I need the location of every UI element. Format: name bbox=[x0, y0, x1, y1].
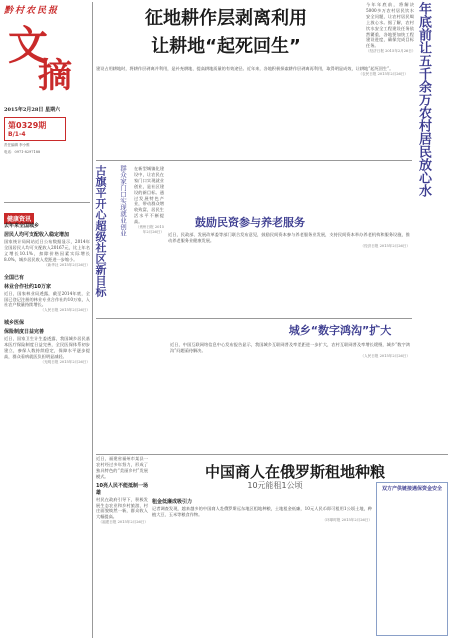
rent-article-text: 记者调查发现，越来越多的中国商人赴俄罗斯远东地区租地种粮，土地租金低廉，10元人民币即可租用1公顷土地，种植大豆、玉米等粮食作物。 bbox=[152, 506, 372, 517]
village-lead: 近日，福建省福州市某县一农村经过多年努力，形成了独具特色的“美丽乡村”发展模式。 bbox=[96, 456, 148, 479]
right-column-text: 今年年底前，将解决5000多万农村居民饮水安全问题，让农村居民喝上放心水。据了解，农村饮水安全工程建设任务依然繁重，各地要加快工程建设进度，确保完成目标任务。 bbox=[366, 2, 414, 49]
guide-item-head: 去年来全国城乡 bbox=[4, 223, 40, 229]
village-text: 村民在政府引导下，积极发展生态农业和乡村旅游，村庄面貌焕然一新，群众收入大幅提高。 bbox=[96, 496, 148, 520]
rent-article bbox=[152, 496, 372, 636]
top-article-title bbox=[96, 4, 356, 62]
village-article bbox=[96, 456, 148, 638]
issue-date: 2015年2月28日 星期六 bbox=[4, 107, 61, 113]
logo-char-zhai: 摘 bbox=[38, 56, 72, 96]
water-vertical-headline bbox=[416, 2, 448, 272]
editor-line: 责任编辑 李小维 bbox=[4, 143, 30, 147]
pension-article-title: 鼓励民资参与养老服务 bbox=[195, 216, 305, 229]
water-headline-text: 年底前让五千余万农村居民放心水 bbox=[416, 2, 431, 197]
top-article-text: 建设占用耕地时，将耕作层剥离并利用，是补充耕地、提高耕地质量的有效途径。近年来，各地积极探索耕作层剥离再利用，取得明显成效，让耕地“起死回生”。 bbox=[96, 66, 394, 71]
phone-line: 电话：0971-8297188 bbox=[4, 150, 41, 154]
rent-subhead-1: 租金低廉成吸引力 bbox=[152, 499, 193, 505]
pension-article bbox=[168, 232, 410, 316]
logo-char-wen: 文 bbox=[8, 22, 48, 69]
village-subhead: 10亮人民不能抵制一场雄 bbox=[96, 482, 148, 496]
guide-item-byline: （新华社 2015年2月26日） bbox=[44, 262, 90, 267]
masthead-info bbox=[4, 106, 90, 198]
community-sub-text: 群众家门口实现就业创业 bbox=[119, 165, 127, 237]
rent-article-subtitle: 10元能租1公顷 bbox=[247, 481, 303, 490]
issue-number: 第0329期 bbox=[8, 121, 47, 130]
pension-article-text: 近日，民政部、发展改革委等部门联合发布意见，鼓励民间资本参与养老服务业发展，支持民间资本举办养老机构和服务设施，推动养老服务业健康发展。 bbox=[168, 232, 410, 243]
village-byline: （福建日报 2015年2月26日） bbox=[98, 520, 148, 525]
guide-item-body: 近日，国家林业局透露，截至2014年底，全国已登记注册的林业专业合作社约10万家，入社农户数量持续增长。 bbox=[4, 290, 90, 308]
guide-item-byline: （光明日报 2015年2月26日） bbox=[40, 359, 90, 364]
community-article-byline: （贵州日报 2015年2月26日） bbox=[135, 225, 164, 235]
guide-item-sub: 林业合作社约10万家 bbox=[4, 283, 51, 290]
guide-item-sub: 居民人均可支配收入稳定增加 bbox=[4, 232, 70, 238]
guide-item-head: 全国已有 bbox=[4, 274, 25, 281]
community-vertical-headline bbox=[94, 165, 118, 315]
top-title-line-1: 征地耕作层剥离利用 bbox=[145, 8, 307, 29]
paper-name: 黔村农民报 bbox=[4, 6, 60, 16]
top-article-byline: （农民日报 2015年2月26日） bbox=[358, 71, 408, 76]
guide-item-byline: （人民日报 2015年2月26日） bbox=[40, 308, 90, 313]
digital-divide-text: 近日，中国互联网络信息中心发布报告显示，我国城乡互联网普及率差距进一步扩大，农村互联网普及率增长缓慢，城乡“数字鸿沟”问题亟待解决。 bbox=[170, 342, 410, 353]
digital-divide-byline: （人民日报 2015年2月26日） bbox=[360, 353, 410, 358]
community-article-text: 在新型城镇化建设中，让农民在家门口实现就业创业，是社区建设的新目标。通过发展特色产业，带动群众增收致富，居民生活水平不断提高。 bbox=[134, 166, 164, 225]
guide-item-body: 近日，国家卫生计生委透露，我国城乡居民基本医疗保险制度日益完善，全民医保体系初步建立，参保人数持续稳定，保障水平逐步提高，群众看病就医负担明显减轻。 bbox=[4, 336, 90, 360]
guide-item-head: 城乡医保 bbox=[4, 320, 25, 327]
guide-column bbox=[4, 220, 90, 634]
top-article-body bbox=[96, 66, 408, 158]
guide-tag bbox=[4, 206, 90, 223]
rent-subhead-2: 双方产供链接遇保资金安全 bbox=[381, 486, 442, 492]
top-title-line-2: 让耕地“起死回生” bbox=[151, 36, 301, 57]
guide-item-sub: 保险制度日益完善 bbox=[4, 329, 45, 336]
rent-article-title: 中国商人在俄罗斯租地种粮 bbox=[204, 463, 385, 481]
rent-sidebox bbox=[376, 482, 448, 636]
digital-divide-title: 城乡“数字鸿沟”扩大 bbox=[288, 324, 392, 337]
guide-item-body: 国家统计局网站近日公布数据显示，2014年全国居民人均可支配收入20167元，比上年名义增长10.1%，扣除价格因素实际增长8.0%，城乡居民收入差距进一步缩小。 bbox=[4, 239, 90, 262]
community-headline-text: 古旗平开心超级社区新目标 bbox=[94, 165, 107, 297]
issue-pages: B/1-4 bbox=[8, 131, 26, 138]
digital-divide-article bbox=[170, 342, 410, 454]
pension-article-byline: （经济日报 2015年2月26日） bbox=[360, 243, 410, 248]
guide-item bbox=[4, 222, 90, 268]
community-article bbox=[134, 166, 164, 316]
guide-item bbox=[4, 319, 90, 365]
masthead-logo bbox=[8, 14, 82, 96]
issue-box bbox=[4, 117, 66, 141]
guide-item bbox=[4, 274, 90, 314]
rent-article-byline: （环球时报 2015年2月26日） bbox=[322, 517, 372, 522]
community-vertical-sub bbox=[119, 165, 131, 285]
guide-tag-label: 健康资讯 bbox=[4, 213, 34, 224]
right-column-byline: （经济日报 2015年2月26日） bbox=[366, 49, 416, 54]
